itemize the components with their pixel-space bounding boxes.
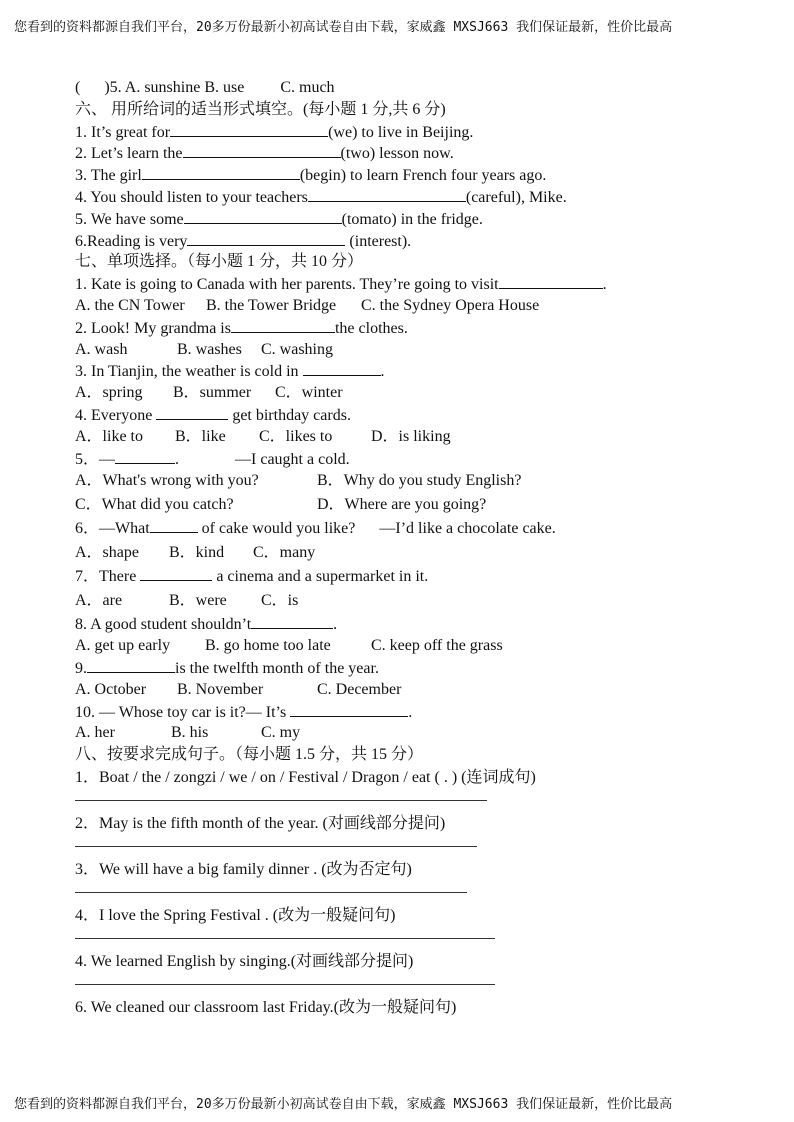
s7-q9-options: A. October B. November C. December xyxy=(75,680,402,698)
fill-blank[interactable] xyxy=(290,701,408,717)
section8-title: 八、按要求完成句子。（每小题 1.5 分，共 15 分） xyxy=(75,746,424,764)
answer-line[interactable] xyxy=(75,928,775,950)
fill-blank[interactable] xyxy=(170,121,328,137)
s6-item-2: 2. Let’s learn the (two) lesson now. xyxy=(75,142,775,164)
s8-item-4: 4．I love the Spring Festival . (改为一般疑问句) xyxy=(75,906,396,924)
s7-q10-options: A. her B. his C. my xyxy=(75,724,301,742)
s8-item-2: 2．May is the fifth month of the year. (对画线部分提问) xyxy=(75,814,446,832)
s7-q6-stem: 6．—What of cake would you like? —I’d like a chocolate cake. xyxy=(75,517,775,541)
header-banner: 您看到的资料都源自我们平台，20多万份最新小初高试卷自由下载，家威鑫 MXSJ663 我们保证最新，性价比最高 xyxy=(14,20,673,35)
s7-q5-options-ab: A．What's wrong with you? B．Why do you study English? xyxy=(75,472,522,490)
s7-q2-stem: 2. Look! My grandma is the clothes. xyxy=(75,317,775,339)
s7-q3-options: A．spring B．summer C．winter xyxy=(75,384,343,402)
section7-title: 七、单项选择。（每小题 1 分，共 10 分） xyxy=(75,253,364,271)
s6-item-5: 5. We have some (tomato) in the fridge. xyxy=(75,208,775,230)
s7-q7-stem: 7．There a cinema and a supermarket in it. xyxy=(75,565,775,589)
fill-blank[interactable] xyxy=(87,657,175,673)
s7-q8-stem: 8. A good student shouldn’t . xyxy=(75,613,775,635)
s7-q5-stem: 5．— . —I caught a cold. xyxy=(75,448,775,470)
s7-q7-options: A．are B．were C．is xyxy=(75,592,299,610)
s8-item-5: 4. We learned English by singing.(对画线部分提问) xyxy=(75,952,414,970)
fill-blank[interactable] xyxy=(140,565,212,581)
fill-blank[interactable] xyxy=(150,517,198,533)
fill-blank[interactable] xyxy=(183,142,341,158)
fill-blank[interactable] xyxy=(184,208,342,224)
s8-item-6: 6. We cleaned our classroom last Friday.(改为一般疑问句) xyxy=(75,998,457,1016)
section6-title: 六、 用所给词的适当形式填空。(每小题 1 分,共 6 分) xyxy=(75,100,446,118)
s8-item-1: 1．Boat / the / zongzi / we / on / Festival / Dragon / eat ( . ) (连词成句) xyxy=(75,768,536,786)
answer-line[interactable] xyxy=(75,882,775,904)
s5-q5-options: 5. A. sunshine B. use xyxy=(109,79,245,96)
s7-q8-options: A. get up early B. go home too late C. keep off the grass xyxy=(75,637,503,655)
s7-q2-options: A. wash B. washes C. washing xyxy=(75,340,333,358)
fill-blank[interactable] xyxy=(308,186,466,202)
s6-item-3: 3. The girl (begin) to learn French four years ago. xyxy=(75,164,775,186)
fill-blank[interactable] xyxy=(303,360,381,376)
answer-line[interactable] xyxy=(75,790,775,812)
fill-blank[interactable] xyxy=(251,613,333,629)
s7-q4-options: A．like to B．like C．likes to D．is liking xyxy=(75,427,451,445)
s7-q10-stem: 10. — Whose toy car is it?— It’s . xyxy=(75,701,775,723)
fill-blank[interactable] xyxy=(187,230,345,246)
s7-q5-options-cd: C．What did you catch? D．Where are you going? xyxy=(75,496,487,514)
worksheet xyxy=(75,77,775,1020)
fill-blank[interactable] xyxy=(156,404,228,420)
s6-item-4: 4. You should listen to your teachers (careful), Mike. xyxy=(75,186,775,208)
fill-blank[interactable] xyxy=(499,273,603,289)
s7-q1-stem: 1. Kate is going to Canada with her parents. They’re going to visit . xyxy=(75,273,775,295)
fill-blank[interactable] xyxy=(231,317,335,333)
s5-q5: ( )5. A. sunshine B. use C. much xyxy=(75,79,335,96)
s7-q4-stem: 4. Everyone get birthday cards. xyxy=(75,404,775,426)
s7-q9-stem: 9. is the twelfth month of the year. xyxy=(75,657,775,679)
fill-blank[interactable] xyxy=(115,448,175,464)
s7-q6-options: A．shape B．kind C．many xyxy=(75,544,316,562)
footer-banner: 您看到的资料都源自我们平台，20多万份最新小初高试卷自由下载，家威鑫 MXSJ663 我们保证最新，性价比最高 xyxy=(14,1097,673,1112)
s6-item-1: 1. It’s great for (we) to live in Beijing. xyxy=(75,121,775,143)
answer-line[interactable] xyxy=(75,836,775,858)
s8-item-3: 3．We will have a big family dinner . (改为否定句) xyxy=(75,860,412,878)
answer-line[interactable] xyxy=(75,974,775,996)
s6-item-6: 6.Reading is very (interest). xyxy=(75,230,775,252)
s7-q1-options: A. the CN Tower B. the Tower Bridge C. the Sydney Opera House xyxy=(75,296,540,314)
fill-blank[interactable] xyxy=(142,164,300,180)
s7-q3-stem: 3. In Tianjin, the weather is cold in . xyxy=(75,360,775,382)
